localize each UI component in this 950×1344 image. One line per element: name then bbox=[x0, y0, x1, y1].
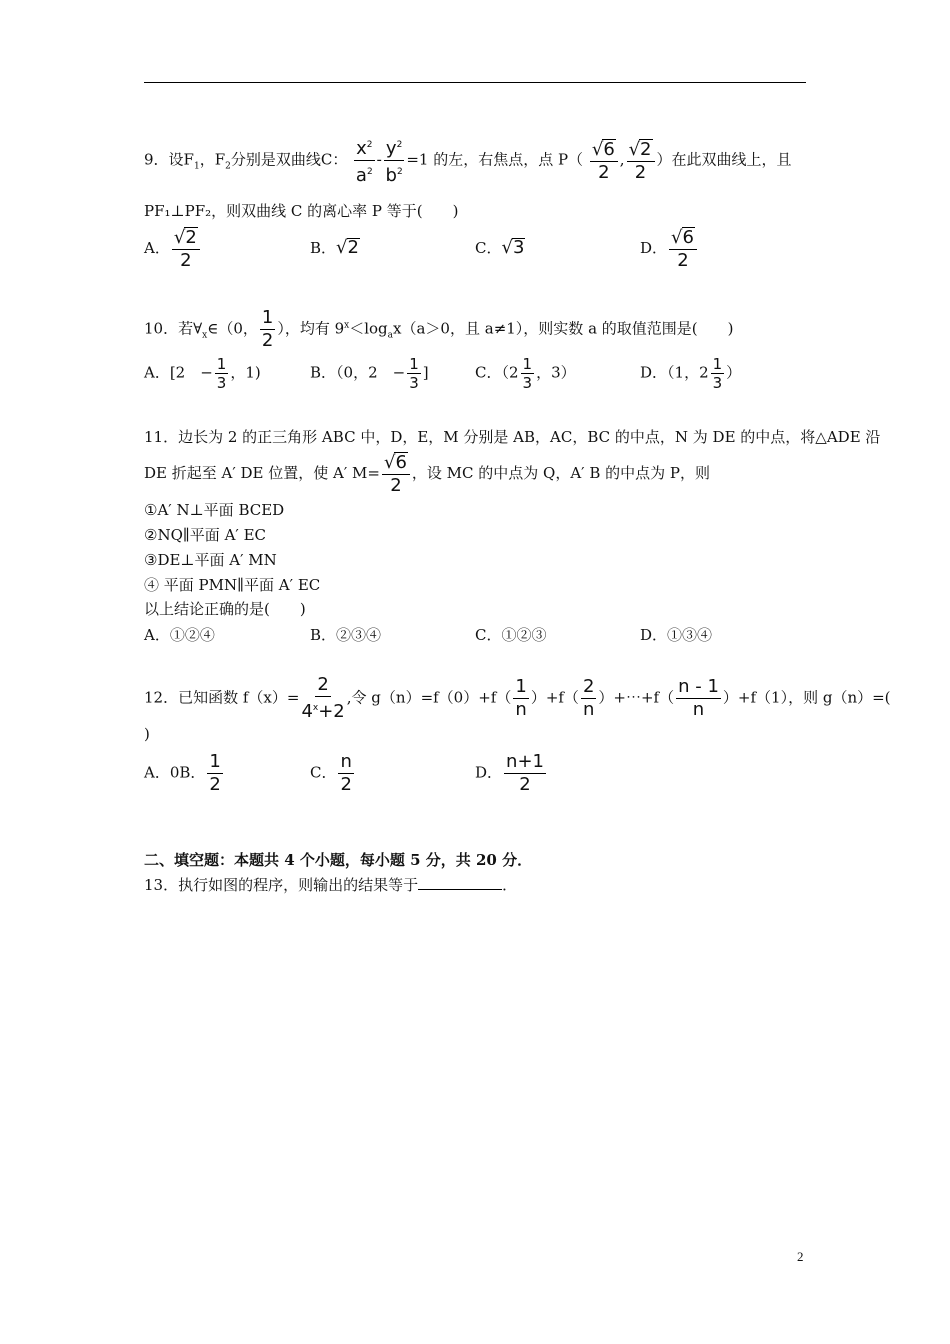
question-12-option-c: C． $\frac{n}{2}$ bbox=[310, 751, 352, 795]
fraction-x2-over-a2: $\frac{x^2}{a^2}$ bbox=[354, 135, 374, 186]
question-11-option-d: D．①③④ bbox=[640, 626, 713, 644]
statement-4: ④ 平面 PMN∥平面 A′ EC bbox=[144, 576, 321, 594]
question-10-stem: 10．若$\forall_x\in(0$， $\frac{1}{2}$ ），均有 $9^x<\log_ax(a>0$，且 a≠1），则实数 a 的取值范围是( ) bbox=[144, 307, 734, 351]
question-12-line-2: ) bbox=[144, 725, 150, 743]
fraction-y2-over-b2: $\frac{y^2}{b^2}$ bbox=[384, 135, 404, 186]
fraction-sqrt2-over-2: $\frac{√2}{2}$ bbox=[627, 139, 655, 183]
question-11-option-b: B．②③④ bbox=[310, 626, 382, 644]
question-9-option-c: C．√3 bbox=[475, 237, 525, 258]
answer-blank bbox=[418, 875, 502, 890]
question-13: 13．执行如图的程序，则输出的结果等于 ． bbox=[144, 876, 518, 894]
question-11-option-c: C．①②③ bbox=[475, 626, 547, 644]
question-11-option-a: A．①②④ bbox=[144, 626, 215, 644]
question-10-option-a: A．[2 − $\frac{1}{3}$ ，1) bbox=[144, 355, 261, 392]
question-9-option-d: D． $\frac{√6}{2}$ bbox=[640, 227, 699, 271]
question-10-option-b: B．（0，2 − $\frac{1}{3}$ ] bbox=[310, 355, 429, 392]
question-9-line-1: 9．设$F_1$，$F_2$分别是双曲线C： $\frac{x^2}{a^2}$ - $\frac{y^2}{b^2}$ =1 的左，右焦点，点 P（ $\frac{√6}{2}$ , $\frac{√2}{2}$ ）在此双曲线上，且 bbox=[144, 135, 792, 186]
page-number: 2 bbox=[797, 1249, 804, 1264]
statement-1: ①A′ N⊥平面 BCED bbox=[144, 501, 285, 519]
question-10-option-c: C．（2 $\frac{1}{3}$ ，3） bbox=[475, 355, 576, 392]
question-12-stem: 12．已知函数 f（x）= $\frac{2}{4^x+2}$ ,令 g（n）=f（0）+f（ $\frac{1}{n}$ ）+f（ $\frac{2}{n}$ ）+⋯+f（ $\frac{n - 1}{n}$ ）+f（1），则 g（n）=( bbox=[144, 674, 891, 722]
fraction-sqrt6-over-2: $\frac{√6}{2}$ bbox=[590, 139, 618, 183]
statement-3: ③DE⊥平面 A′ MN bbox=[144, 551, 277, 569]
question-9-option-a: A． $\frac{√2}{2}$ bbox=[144, 227, 202, 271]
question-11-ask: 以上结论正确的是( ) bbox=[144, 600, 306, 618]
question-9-line-2: PF₁⊥PF₂，则双曲线 C 的离心率 P 等于( ) bbox=[144, 202, 459, 220]
question-12-option-a-b: A．0B． $\frac{1}{2}$ bbox=[144, 751, 221, 795]
question-10-option-d: D．（1，2 $\frac{1}{3}$ ） bbox=[640, 355, 742, 392]
question-12-option-d: D． $\frac{n+1}{2}$ bbox=[475, 751, 544, 795]
question-9-option-b: B．√2 bbox=[310, 237, 359, 258]
statement-2: ②NQ∥平面 A′ EC bbox=[144, 526, 266, 544]
question-11-line-1: 11．边长为 2 的正三角形 ABC 中，D，E，M 分别是 AB，AC，BC 的中点，N 为 DE 的中点，将△ADE 沿 bbox=[144, 428, 881, 446]
question-11-line-2: DE 折起至 A′ DE 位置，使 A′ M= $\frac{√6}{2}$ ，设 MC 的中点为 Q，A′ B 的中点为 P，则 bbox=[144, 452, 711, 496]
section-2-heading: 二、填空题：本题共 4 个小题，每小题 5 分，共 20 分． bbox=[144, 851, 533, 869]
header-rule bbox=[144, 82, 806, 83]
